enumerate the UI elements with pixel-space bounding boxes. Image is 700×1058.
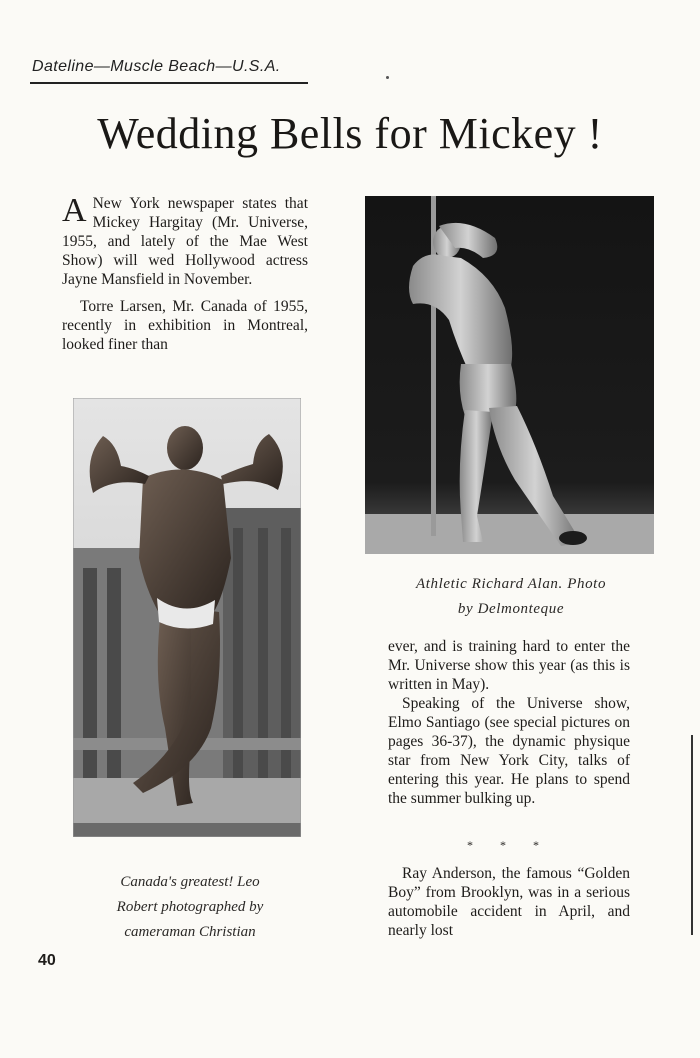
caption-leo-line-3: cameraman Christian (124, 924, 256, 940)
right-paragraph-1: ever, and is training hard to enter the Mr. Universe show this year (as this is written in May). (388, 638, 630, 693)
caption-leo-robert (80, 870, 300, 945)
intro-paragraph-2: Torre Larsen, Mr. Canada of 1955, recently in exhibition in Montreal, looked finer than (62, 298, 308, 353)
caption-richard-line-2: by Delmonteque (457, 601, 565, 617)
section-separator: * * * (467, 838, 551, 852)
dateline-rule (30, 82, 308, 84)
right-column-continued (388, 864, 630, 940)
page-edge-shadow (691, 735, 693, 935)
page-number: 40 (38, 952, 56, 969)
leo-robert-photo-image (73, 398, 301, 837)
caption-leo-line-1: Canada's greatest! Leo (120, 874, 260, 890)
article-title: Wedding Bells for Mickey ! (97, 109, 603, 158)
caption-leo-line-2: Robert photographed by (116, 899, 264, 915)
intro-paragraph-1 (62, 194, 308, 289)
intro-column (62, 194, 308, 354)
right-column (388, 637, 630, 808)
right-paragraph-2: Speaking of the Universe show, Elmo Santiago (see special pictures on pages 36-37), the dynamic physique star from New York City, talks of entering this year. He plans to spend the summer bulking up. (388, 695, 630, 807)
drop-cap: A (62, 192, 87, 229)
richard-alan-photo-image (365, 196, 654, 554)
dateline: Dateline—Muscle Beach—U.S.A. (32, 58, 281, 75)
photo-leo-robert (73, 398, 301, 837)
intro-paragraph-1-text: New York newspaper states that Mickey Hargitay (Mr. Universe, 1955, and lately of the Mae West Show) will wed Hollywood actress Jayne Mansfield in November. (62, 195, 308, 288)
photo-richard-alan (365, 196, 654, 554)
caption-richard-line-1: Athletic Richard Alan. Photo (415, 576, 607, 592)
print-speck (386, 76, 389, 79)
right-paragraph-3: Ray Anderson, the famous “Golden Boy” from Brooklyn, was in a serious automobile accident in April, and nearly lost (388, 865, 630, 939)
caption-richard-alan (368, 572, 654, 622)
